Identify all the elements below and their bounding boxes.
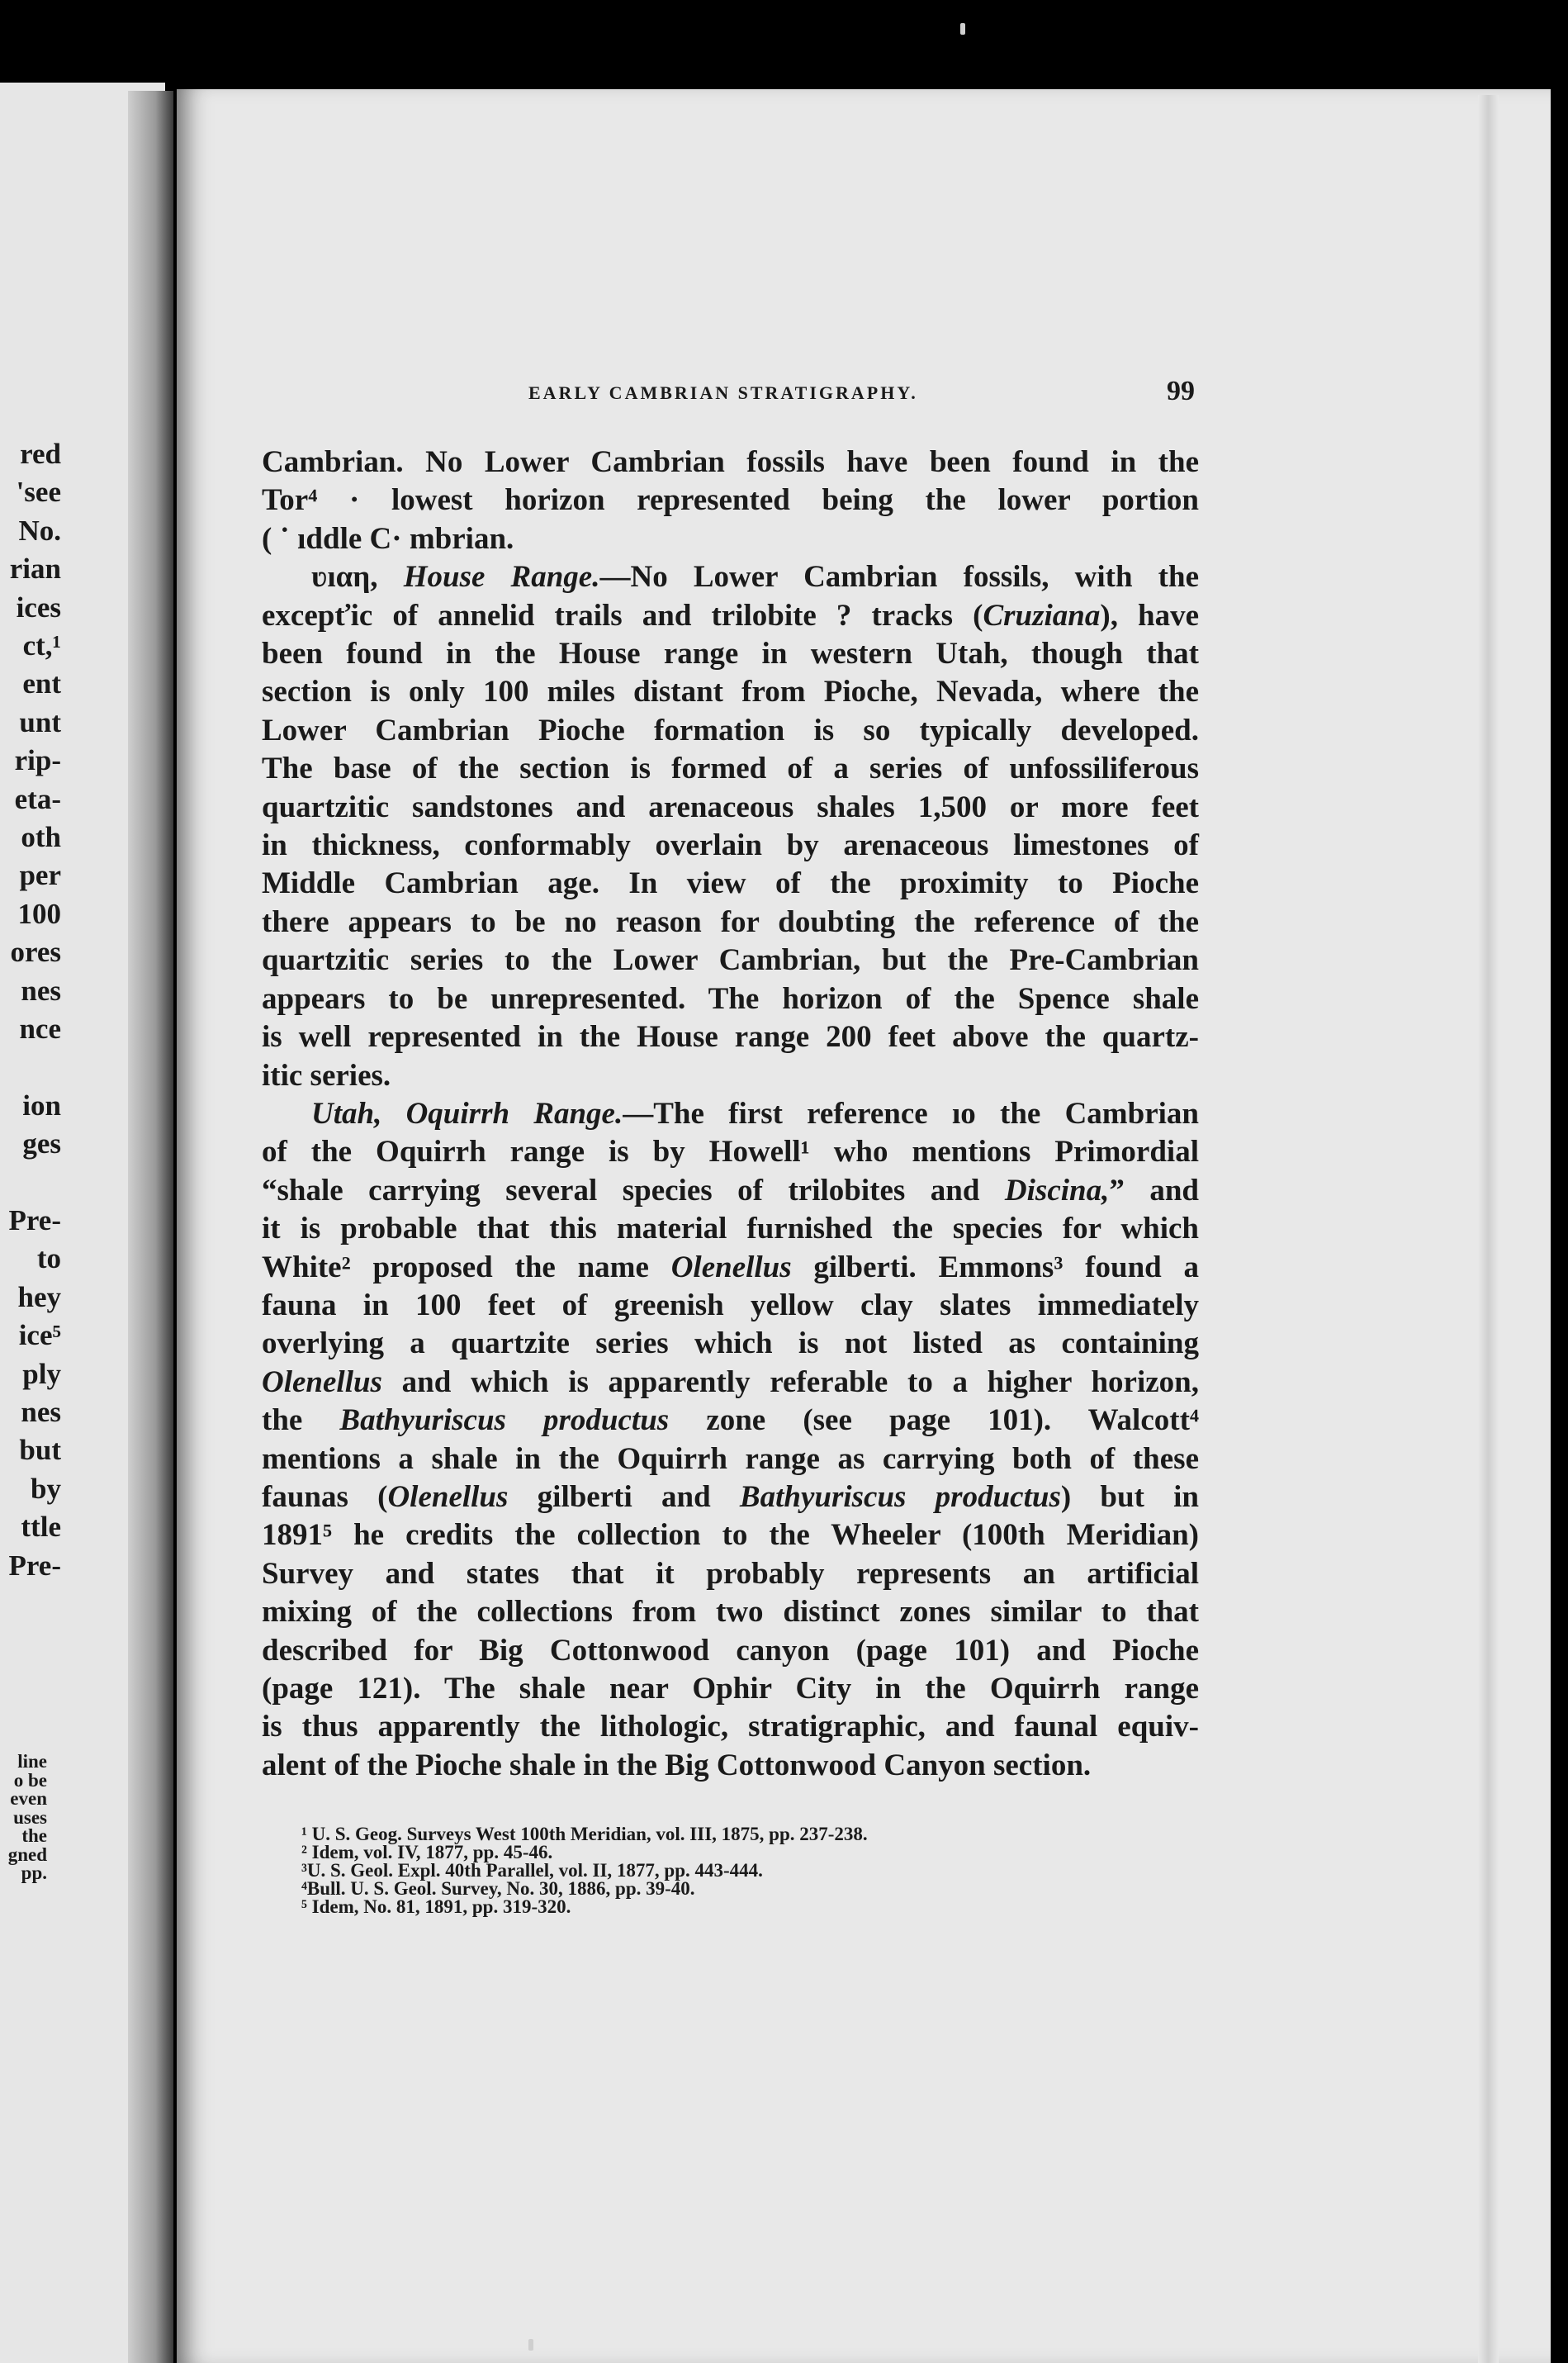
facing-page-note-line: the: [21, 1825, 47, 1846]
facing-page-word: red: [20, 438, 61, 470]
text-line: described for Big Cottonwood canyon (page 101) and Pioche: [262, 1633, 1199, 1668]
text-line: Utah, Oquirrh Range.—The first reference ıo the Cambrian: [311, 1096, 1199, 1131]
text-line: mixing of the collections from two distinct zones similar to that: [262, 1595, 1199, 1630]
facing-page-word: rian: [9, 553, 61, 586]
text-line: Lower Cambrian Pioche formation is so typically developed.: [262, 713, 1199, 747]
facing-page-word: but: [19, 1434, 61, 1467]
text-line: ʋıαη, House Range.—No Lower Cambrian fossils, with the: [311, 560, 1199, 595]
text-line: itic series.: [262, 1058, 391, 1093]
page-number: 99: [1167, 376, 1195, 406]
text-line: there appears to be no reason for doubting the reference of the: [262, 904, 1199, 939]
text-line: the Bathyuriscus productus zone (see page 101). Walcott⁴: [262, 1403, 1199, 1438]
running-head: EARLY CAMBRIAN STRATIGRAPHY.: [528, 382, 918, 403]
facing-page-word: ttle: [21, 1511, 61, 1544]
text-line: “shale carrying several species of trilobites and Discina,” and: [262, 1173, 1200, 1208]
text-line: Olenellus and which is apparently referable to a higher horizon,: [262, 1364, 1199, 1399]
text-line: section is only 100 miles distant from Pioche, Nevada, where the: [262, 675, 1199, 709]
facing-page-word: ice⁵: [18, 1319, 61, 1352]
facing-page-note-line: even: [10, 1788, 47, 1809]
text-line: appears to be unrepresented. The horizon of the Spence shale: [262, 981, 1199, 1016]
facing-page-word: per: [19, 859, 61, 892]
text-line: in thickness, conformably overlain by arenaceous limestones of: [262, 828, 1199, 863]
facing-page-word: Pre-: [8, 1204, 61, 1236]
text-line: alent of the Pioche shale in the Big Cottonwood Canyon section.: [262, 1748, 1092, 1782]
text-line: The base of the section is formed of a series of unfossiliferous: [262, 752, 1199, 786]
scan-artifact: [528, 2339, 533, 2351]
facing-page-word: ct,¹: [22, 629, 61, 662]
text-line: of the Oquirrh range is by Howell¹ who mentions Primordial: [262, 1135, 1199, 1170]
text-line: faunas (Olenellus gilberti and Bathyuriscus productus) but in: [262, 1479, 1199, 1514]
text-line: it is probable that this material furnished the species for which: [262, 1212, 1199, 1246]
text-line: 1891⁵ he credits the collection to the Wheeler (100th Meridian): [262, 1518, 1199, 1553]
footnote: ⁵ Idem, No. 81, 1891, pp. 319-320.: [301, 1896, 571, 1917]
facing-page-word: ices: [16, 591, 61, 624]
facing-page-word: unt: [19, 705, 61, 738]
facing-page-word: to: [36, 1242, 61, 1275]
text-line: quartzitic series to the Lower Cambrian, but the Pre-Cambrian: [262, 943, 1199, 978]
facing-page-word: oth: [21, 821, 61, 853]
facing-page-word: ent: [22, 667, 61, 700]
facing-page-word: nes: [21, 1396, 61, 1428]
facing-page-word: rip-: [14, 744, 61, 777]
facing-page-word: by: [31, 1472, 61, 1505]
text-line: Cambrian. No Lower Cambrian fossils have been found in the: [262, 445, 1199, 479]
text-line: (page 121). The shale near Ophir City in the Oquirrh range: [262, 1672, 1199, 1706]
facing-page-word: hey: [17, 1280, 61, 1313]
text-line: overlying a quartzite series which is not listed as containing: [262, 1326, 1199, 1361]
footnote: ³U. S. Geol. Expl. 40th Parallel, vol. II, 1877, pp. 443-444.: [301, 1860, 763, 1881]
footnote: ¹ U. S. Geog. Surveys West 100th Meridian, vol. III, 1875, pp. 237-238.: [301, 1824, 868, 1844]
scan-artifact: [960, 23, 965, 35]
facing-page-word: ges: [22, 1127, 61, 1160]
facing-page-note-line: uses: [13, 1806, 47, 1828]
facing-page-word: eta-: [14, 782, 61, 815]
text-line: Tor⁴ · lowest horizon represented being the lower portion: [262, 483, 1199, 518]
text-line: is thus apparently the lithologic, stratigraphic, and faunal equiv-: [262, 1710, 1199, 1744]
facing-page-note-line: line: [17, 1751, 47, 1772]
page-fold-shadow: [1478, 95, 1499, 2363]
facing-page-word: nes: [21, 974, 61, 1007]
text-line: mentions a shale in the Oquirrh range as carrying both of these: [262, 1441, 1199, 1476]
facing-page-note-line: gned: [7, 1843, 47, 1865]
body-text: [262, 444, 1199, 1785]
facing-page-word: ply: [22, 1357, 61, 1390]
text-line: Middle Cambrian age. In view of the proximity to Pioche: [262, 866, 1199, 901]
text-line: ( ˙ ıddle C· mbrian.: [262, 521, 514, 556]
facing-page-footnote-fragment: [0, 1753, 47, 1883]
facing-page-word: Pre-: [8, 1549, 61, 1582]
facing-page-word: No.: [18, 514, 61, 547]
facing-page-word: 100: [17, 897, 61, 930]
facing-page-note-line: o be: [13, 1769, 47, 1791]
text-line: fauna in 100 feet of greenish yellow clay slates immediately: [262, 1288, 1199, 1322]
footnotes: [301, 1825, 1210, 1916]
facing-page-word: nce: [19, 1013, 61, 1045]
text-line: quartzitic sandstones and arenaceous shales 1,500 or more feet: [262, 790, 1199, 824]
text-line: is well represented in the House range 200 feet above the quartz-: [262, 1020, 1199, 1055]
text-line: Survey and states that it probably represents an artificial: [262, 1556, 1199, 1591]
text-line: excepťic of annelid trails and trilobite ? tracks (Cruziana), have: [262, 598, 1199, 633]
facing-page-word: ores: [10, 936, 61, 969]
text-line: been found in the House range in western Utah, though that: [262, 637, 1199, 671]
facing-page-note-line: pp.: [21, 1862, 47, 1883]
facing-page-word: ion: [22, 1089, 61, 1122]
book-gutter: [128, 91, 173, 2363]
facing-page-word: 'see: [16, 476, 61, 509]
footnote: ² Idem, vol. IV, 1877, pp. 45-46.: [301, 1842, 553, 1862]
footnote: ⁴Bull. U. S. Geol. Survey, No. 30, 1886, pp. 39-40.: [301, 1878, 695, 1899]
text-line: White² proposed the name Olenellus gilberti. Emmons³ found a: [262, 1250, 1199, 1284]
